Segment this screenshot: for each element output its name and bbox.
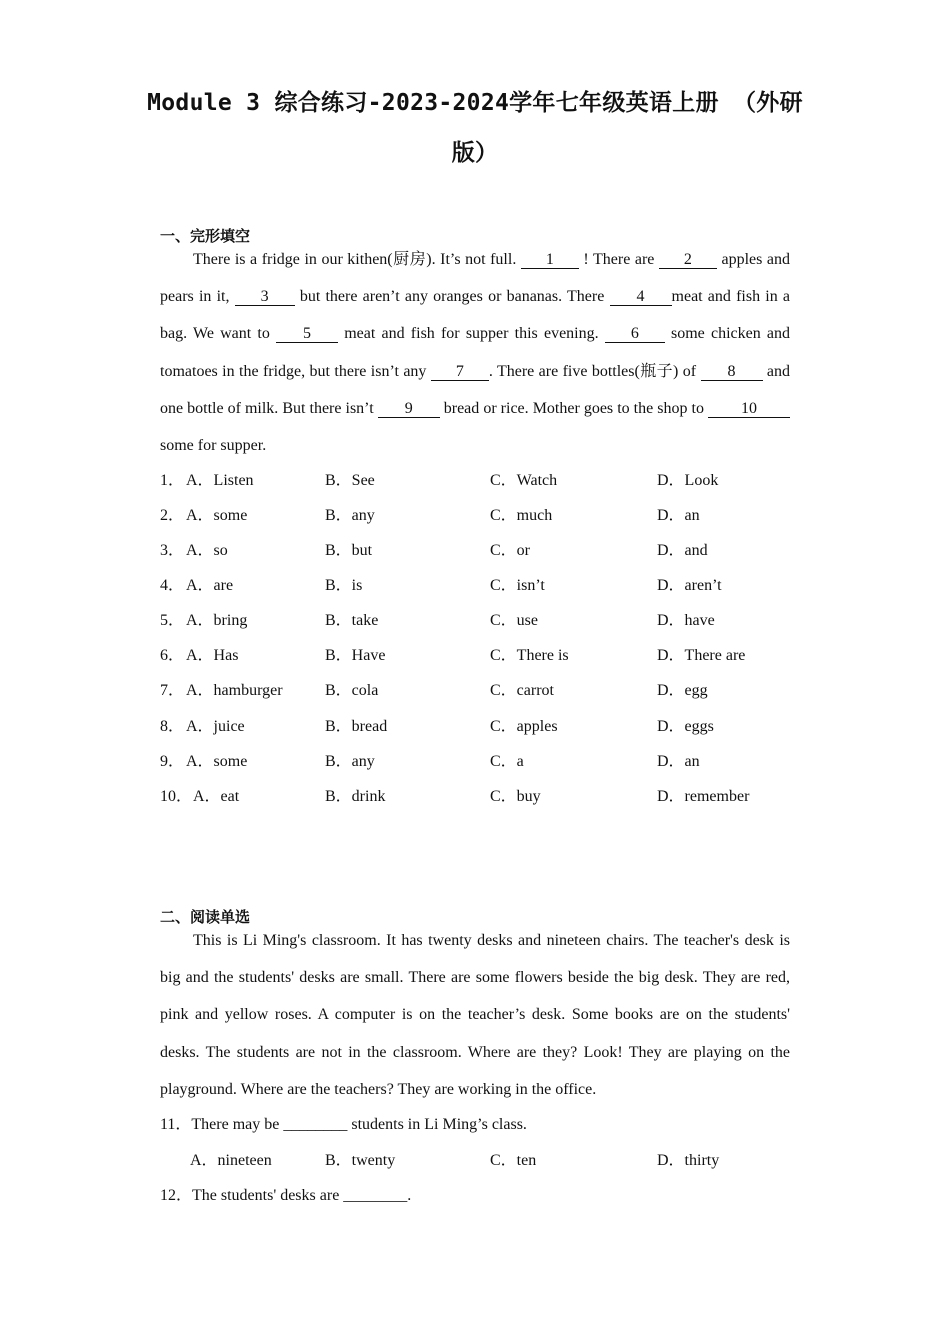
blank-9: 9: [378, 401, 440, 418]
option-b: B．cola: [325, 682, 379, 699]
question-number: 2．: [160, 507, 185, 524]
question-number: 8．: [160, 718, 185, 735]
option-d: D．have: [657, 612, 715, 629]
option-d: D．and: [657, 542, 708, 559]
option-b: B．drink: [325, 788, 386, 805]
question-number: 9．: [160, 753, 185, 770]
option-c: C．ten: [490, 1152, 537, 1169]
passage-text: meat and fish for supper this evening.: [338, 325, 605, 343]
option-c: C．Watch: [490, 472, 558, 489]
question-row: [160, 471, 800, 491]
question-number: 6．: [160, 647, 185, 664]
option-b: B．twenty: [325, 1152, 396, 1169]
question-number: 1．: [160, 472, 185, 489]
question-number: 5．: [160, 612, 185, 629]
question-row: [160, 611, 800, 631]
option-c: C．isn’t: [490, 577, 545, 594]
passage-text: some for supper.: [160, 437, 267, 455]
passage-text: ! There are: [578, 251, 659, 268]
option-c: C．carrot: [490, 682, 554, 699]
question-row: [160, 646, 800, 666]
option-d: D．an: [657, 507, 700, 524]
option-c: C．use: [490, 612, 539, 629]
question-row: [160, 717, 800, 737]
question-row: [160, 752, 800, 772]
title-line-1: Module 3 综合练习-2023-2024学年七年级英语上册 （外研: [147, 90, 803, 116]
passage-text: apples and pears in it,: [160, 251, 790, 306]
option-d: D．thirty: [657, 1152, 720, 1169]
option-c: C．buy: [490, 788, 541, 805]
option-b: B．but: [325, 542, 373, 559]
option-d: D．eggs: [657, 718, 714, 735]
option-a: A．so: [186, 542, 228, 559]
option-a: A．some: [186, 753, 248, 770]
option-d: D．an: [657, 753, 700, 770]
question-row: [160, 787, 800, 807]
option-b: B．any: [325, 753, 375, 770]
option-a: A．Has: [186, 647, 239, 664]
section-2-heading: 二、阅读单选: [160, 908, 251, 926]
option-c: C．a: [490, 753, 524, 770]
option-a: A．juice: [186, 718, 245, 735]
question-row: [160, 576, 800, 596]
passage-text: bread or rice. Mother goes to the shop to: [439, 399, 709, 417]
option-b: B．take: [325, 612, 379, 629]
option-c: C．much: [490, 507, 553, 524]
blank-3: 3: [235, 289, 295, 306]
reading-passage: This is Li Ming's classroom. It has twenty desks and nineteen chairs. The teacher's desk is big and the students' desks are small. There are some flowers beside the big desk. They are red, pink and yellow roses. A computer is on the teacher’s desk. Some books are on the students' desks. The students are not in the classroom. Where are they? Look! They are playing on the playground. Where are the teachers? They are working in the office.: [160, 932, 790, 1098]
question-row: [160, 541, 800, 561]
option-a: A．Listen: [186, 472, 254, 489]
title-line-2: 版）: [451, 140, 499, 166]
document-title: [120, 78, 830, 178]
option-d: D．remember: [657, 788, 750, 805]
blank-5: 5: [276, 326, 338, 343]
option-b: B．bread: [325, 718, 388, 735]
blank-8: 8: [701, 364, 763, 381]
blank-2: 2: [659, 252, 717, 269]
cloze-passage: [160, 241, 790, 464]
question-12-text: 12．The students' desks are ________.: [160, 1187, 412, 1204]
question-11-text: 11．There may be ________ students in Li Ming’s class.: [160, 1116, 527, 1133]
option-c: C．apples: [490, 718, 558, 735]
blank-10: 10: [708, 401, 790, 418]
passage-text: and one bottle of milk. But there isn’t: [160, 362, 790, 417]
option-d: D．Look: [657, 472, 719, 489]
passage-text: but there aren’t any oranges or bananas. There: [294, 288, 610, 306]
option-a: A．are: [186, 577, 234, 594]
option-d: D．There are: [657, 647, 746, 664]
question-number: 10．: [160, 788, 193, 805]
blank-6: 6: [605, 326, 665, 343]
option-b: B．See: [325, 472, 375, 489]
option-c: C．There is: [490, 647, 569, 664]
option-a: A．hamburger: [186, 682, 283, 699]
question-row: [160, 506, 800, 526]
passage-text: meat and fish in a bag. We want to: [160, 288, 791, 343]
option-a: A．bring: [186, 612, 248, 629]
option-b: B．Have: [325, 647, 386, 664]
option-a: A．eat: [193, 788, 240, 805]
option-d: D．aren’t: [657, 577, 722, 594]
blank-1: 1: [521, 252, 579, 269]
question-number: 3．: [160, 542, 185, 559]
question-row: [160, 681, 800, 701]
passage-text: some chicken and tomatoes in the fridge, but there isn’t any: [160, 325, 790, 380]
blank-7: 7: [431, 364, 489, 381]
option-b: B．any: [325, 507, 375, 524]
option-c: C．or: [490, 542, 531, 559]
option-d: D．egg: [657, 682, 708, 699]
option-a: A．nineteen: [190, 1152, 272, 1169]
option-b: B．is: [325, 577, 363, 594]
passage-text: There is a fridge in our kithen(厨房). It’s not full.: [193, 251, 521, 268]
question-number: 4．: [160, 577, 185, 594]
blank-4: 4: [610, 289, 672, 306]
question-11-options: [160, 1151, 800, 1171]
question-number: 7．: [160, 682, 185, 699]
passage-text: . There are five bottles(瓶子) of: [488, 362, 701, 380]
option-a: A．some: [186, 507, 248, 524]
section-1-heading: 一、完形填空: [160, 227, 251, 245]
